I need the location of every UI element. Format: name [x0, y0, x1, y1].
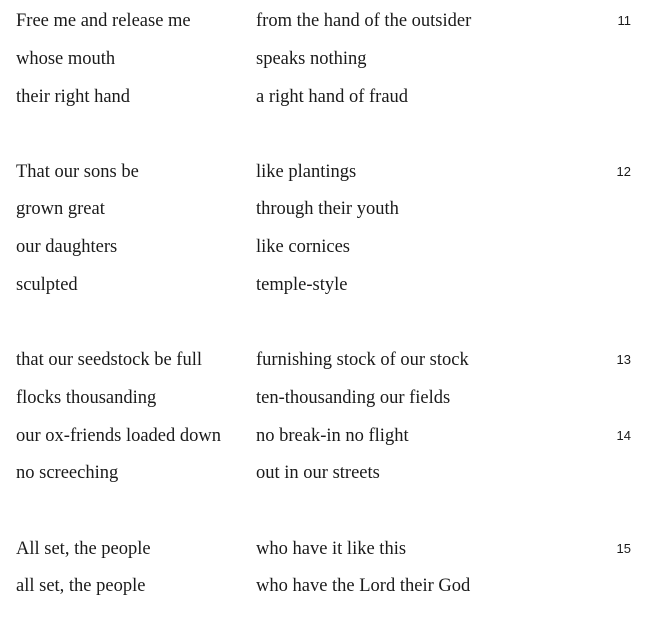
line-second-half: ten-thousanding our fields — [256, 388, 451, 408]
line-second-half: out in our streets — [256, 463, 380, 483]
line-second-half: no break-in no flight — [256, 426, 409, 446]
line-second-half: from the hand of the outsider — [256, 11, 472, 31]
poem-line — [0, 386, 660, 410]
line-first-half: flocks thousanding — [16, 388, 157, 408]
line-first-half: that our seedstock be full — [16, 350, 202, 370]
line-first-half: All set, the people — [16, 539, 151, 559]
verse-number: 15 — [616, 541, 631, 556]
line-second-half: who have the Lord their God — [256, 576, 471, 596]
poem-line — [0, 574, 660, 598]
line-second-half: speaks nothing — [256, 49, 367, 69]
line-first-half: That our sons be — [16, 162, 139, 182]
line-first-half: whose mouth — [16, 49, 116, 69]
poem-line — [0, 85, 660, 109]
line-second-half: who have it like this — [256, 539, 407, 559]
poem-line — [0, 160, 660, 184]
poem-line — [0, 47, 660, 71]
line-first-half: sculpted — [16, 275, 78, 295]
verse-number: 12 — [616, 164, 631, 179]
poem-line — [0, 461, 660, 485]
line-second-half: like cornices — [256, 237, 350, 257]
verse-number: 14 — [616, 428, 631, 443]
verse-number: 11 — [617, 13, 631, 28]
poem-line — [0, 348, 660, 372]
line-second-half: like plantings — [256, 162, 357, 182]
poem-line — [0, 235, 660, 259]
poem-line — [0, 197, 660, 221]
line-first-half: our daughters — [16, 237, 118, 257]
line-first-half: our ox-friends loaded down — [16, 426, 221, 446]
verse-number: 13 — [616, 352, 631, 367]
line-first-half: all set, the people — [16, 576, 146, 596]
poem-line — [0, 537, 660, 561]
poem-line — [0, 424, 660, 448]
poem-line — [0, 9, 660, 33]
line-first-half: their right hand — [16, 87, 131, 107]
line-second-half: through their youth — [256, 199, 399, 219]
line-first-half: no screeching — [16, 463, 119, 483]
line-first-half: Free me and release me — [16, 11, 191, 31]
poem-line — [0, 273, 660, 297]
line-second-half: temple-style — [256, 275, 348, 295]
line-second-half: a right hand of fraud — [256, 87, 409, 107]
line-first-half: grown great — [16, 199, 105, 219]
line-second-half: furnishing stock of our stock — [256, 350, 469, 370]
